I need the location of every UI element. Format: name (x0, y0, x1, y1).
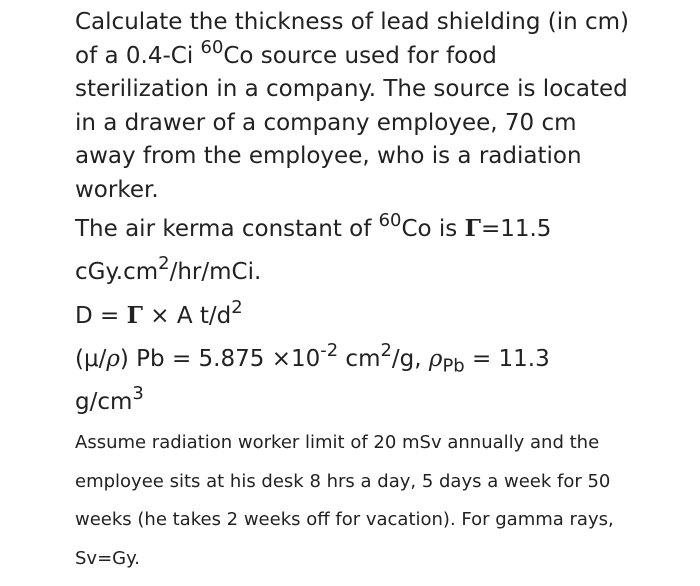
kerma-constant-line (75, 207, 675, 251)
gamma-symbol: Γ (464, 215, 481, 242)
text-span: /hr/mCi. (169, 259, 262, 285)
text-span: D = (75, 303, 127, 329)
exponent: 3 (132, 383, 144, 405)
dose-formula-line (75, 294, 675, 338)
exponent: 2 (158, 253, 170, 275)
text-span: The air kerma constant of (75, 216, 379, 242)
question-line-6: worker. (75, 176, 159, 203)
assumption-line-1: Assume radiation worker limit of 20 mSv annually and the (75, 432, 600, 453)
text-span: = 11.3 (464, 346, 550, 372)
assumption-line-2: employee sits at his desk 8 hrs a day, 5 days a week for 50 (75, 470, 611, 492)
text-span: cm (338, 346, 381, 372)
question-line-2 (75, 36, 675, 74)
text-span: g/cm (75, 389, 133, 415)
text-span: Co source used for food (223, 42, 497, 69)
isotope-mass-number: 60 (200, 36, 224, 58)
text-span: =11.5 (480, 216, 552, 242)
exponent: 2 (380, 340, 392, 362)
question-line-3: sterilization in a company. The source is located (75, 76, 628, 102)
rho-symbol: ρ (106, 346, 120, 372)
question-line-4: in a drawer of a company employee, 70 cm (75, 109, 577, 136)
text-span: (μ/ (75, 346, 107, 372)
text-span: × A t/d (142, 303, 232, 329)
attenuation-line (75, 338, 675, 381)
isotope-mass-number: 60 (378, 210, 402, 232)
text-span: /g, (391, 346, 429, 372)
exponent: 2 (231, 297, 243, 319)
text-span: ) Pb = 5.875 ×10 (119, 346, 321, 372)
exponent: -2 (320, 340, 339, 362)
density-unit-line (75, 381, 675, 424)
assumption-line-3: weeks (he takes 2 weeks off for vacation). For gamma rays, (75, 509, 614, 530)
question-text (75, 6, 675, 578)
text-span: cGy.cm (75, 259, 159, 285)
question-line-1: Calculate the thickness of lead shielding (in cm) (75, 9, 630, 35)
text-span: of a 0.4-Ci (75, 42, 201, 69)
lead-subscript: Pb (442, 355, 465, 377)
text-span: Co is (401, 216, 465, 242)
question-line-5: away from the employee, who is a radiation (75, 143, 582, 169)
kerma-unit-line (75, 251, 675, 294)
assumption-line-4: Sv=Gy. (75, 547, 140, 569)
gamma-symbol: Γ (126, 302, 143, 329)
rho-symbol: ρ (428, 346, 443, 372)
